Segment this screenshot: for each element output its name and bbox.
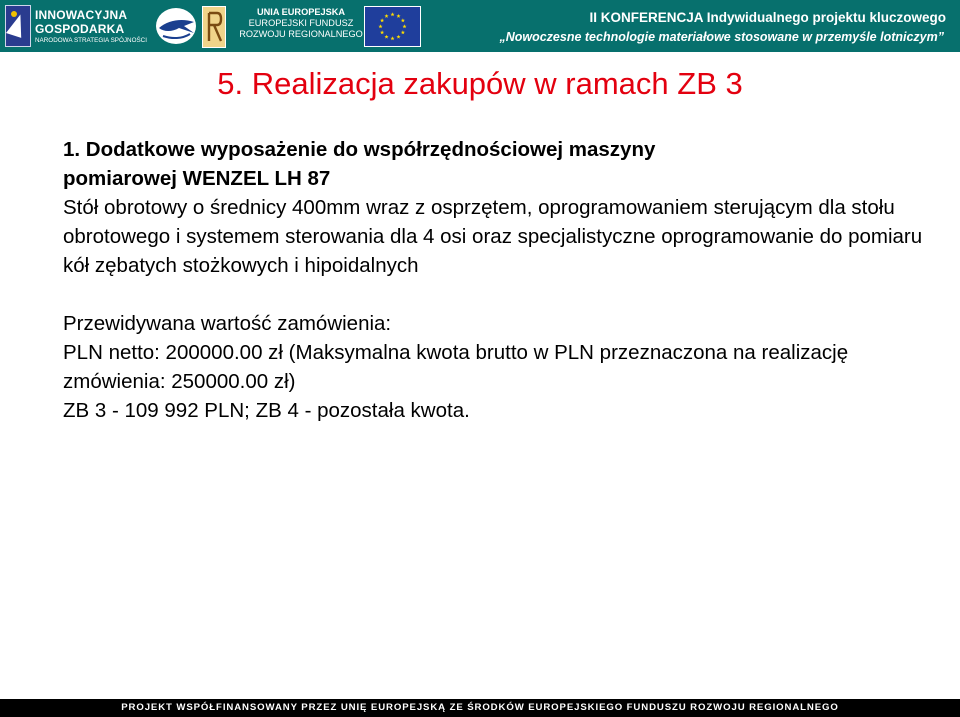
pr-emblem-icon <box>202 6 226 48</box>
item-description: Stół obrotowy o średnicy 400mm wraz z osprzętem, oprogramowaniem sterującym dla stołu obrotowego i systemem sterowania dla 4 osi oraz specjalistyczne oprogramowanie do pomiaru kół zębatych stożkowych i hipoidalnych <box>63 196 923 277</box>
eu-text-block <box>236 7 366 40</box>
footer-text: PROJEKT WSPÓŁFINANSOWANY PRZEZ UNIĘ EUROPEJSKĄ ZE ŚRODKÓW EUROPEJSKIEGO FUNDUSZU ROZWOJU REGIONALNEGO <box>121 702 839 713</box>
ig-title-line2: GOSPODARKA <box>35 22 125 36</box>
value-net: PLN netto: 200000.00 zł (Maksymalna kwota brutto w PLN przeznaczona na realizację zmówienia: 250000.00 zł) <box>63 341 849 393</box>
eu-fund-label: EUROPEJSKI FUNDUSZ <box>248 18 354 28</box>
slide-title: 5. Realizacja zakupów w ramach ZB 3 <box>217 66 743 101</box>
ig-title-line1: INNOWACYJNA <box>35 8 128 22</box>
eu-union-label: UNIA EUROPEJSKA <box>257 7 345 17</box>
item-heading-line2: pomiarowej WENZEL LH 87 <box>63 167 331 190</box>
header-bar <box>0 0 960 52</box>
ig-subtitle: NARODOWA STRATEGIA SPÓJNOŚCI <box>35 37 147 44</box>
value-label: Przewidywana wartość zamówienia: <box>63 312 392 335</box>
footer-bar <box>0 699 960 717</box>
conference-subtitle: „Nowoczesne technologie materiałowe stosowane w przemyśle lotniczym” <box>499 30 944 44</box>
innowacyjna-gospodarka-logo <box>5 3 145 48</box>
eu-regional-label: ROZWOJU REGIONALNEGO <box>239 29 363 39</box>
eu-flag-icon <box>364 6 421 47</box>
slide-content <box>63 135 943 425</box>
ig-flag-icon <box>5 5 31 47</box>
value-split: ZB 3 - 109 992 PLN; ZB 4 - pozostała kwota. <box>63 399 470 422</box>
aviation-valley-logo-icon <box>154 6 198 46</box>
item-heading-line1: 1. Dodatkowe wyposażenie do współrzędnościowej maszyny <box>63 138 656 161</box>
conference-title: II KONFERENCJA Indywidualnego projektu kluczowego <box>589 10 946 25</box>
